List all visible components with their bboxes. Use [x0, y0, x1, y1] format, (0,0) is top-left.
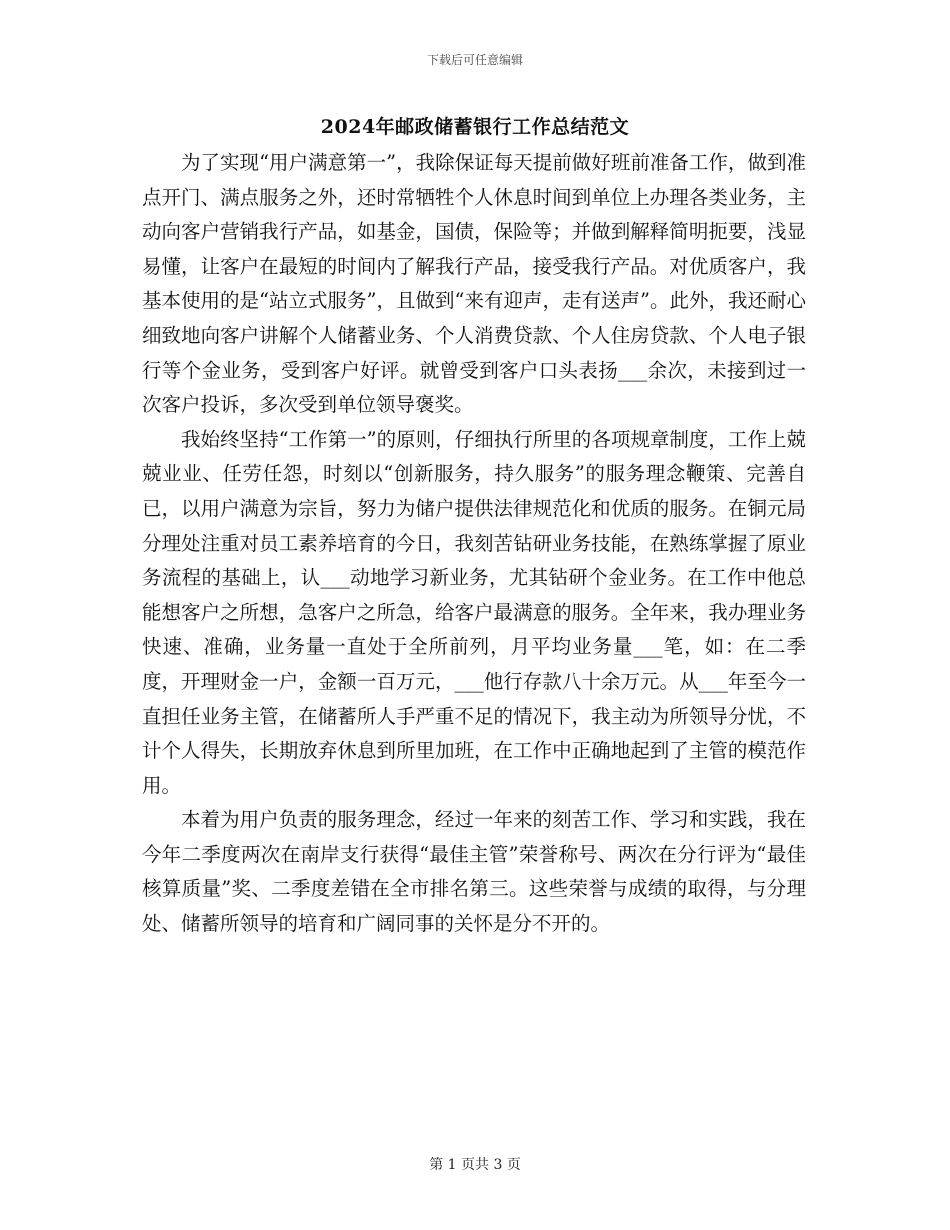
document-body — [142, 146, 806, 942]
paragraph-1: 为了实现“用户满意第一”，我除保证每天提前做好班前准备工作，做到准点开门、满点服务之外，还时常牺牲个人休息时间到单位上办理各类业务，主动向客户营销我行产品，如基金，国债，保险等；并做到解释简明扼要，浅显易懂，让客户在最短的时间内了解我行产品，接受我行产品。对优质客户，我基本使用的是“站立式服务”，且做到“来有迎声，走有送声”。此外，我还耐心细致地向客户讲解个人储蓄业务、个人消费贷款、个人住房贷款、个人电子银行等个金业务，受到客户好评。就曾受到客户口头表扬___余次，未接到过一次客户投诉，多次受到单位领导褒奖。 — [142, 151, 806, 417]
page-number: 第 1 页共 3 页 — [429, 1157, 521, 1173]
page-header-note: 下载后可任意编辑 — [426, 53, 523, 67]
paragraph-2: 我始终坚持“工作第一”的原则，仔细执行所里的各项规章制度，工作上兢兢业业、任劳任怨，时刻以“创新服务，持久服务”的服务理念鞭策、完善自已，以用户满意为宗旨，努力为储户提供法律规范化和优质的服务。在铜元局分理处注重对员工素养培育的今日，我刻苦钻研业务技能，在熟练掌握了原业务流程的基础上，认___动地学习新业务，尤其钻研个金业务。在工作中他总能想客户之所想，急客户之所急，给客户最满意的服务。全年来，我办理业务快速、准确，业务量一直处于全所前列，月平均业务量___笔，如：在二季度，开理财金一户，金额一百万元，___他行存款八十余万元。从___年至今一直担任业务主管，在储蓄所人手严重不足的情况下，我主动为所领导分忧，不计个人得失，长期放弃休息到所里加班，在工作中正确地起到了主管的模范作用。 — [142, 427, 806, 797]
paragraph-3: 本着为用户负责的服务理念，经过一年来的刻苦工作、学习和实践，我在今年二季度两次在南岸支行获得“最佳主管”荣誉称号、两次在分行评为“最佳核算质量”奖、二季度差错在全市排名第三。这些荣誉与成绩的取得，与分理处、储蓄所领导的培育和广阔同事的关怀是分不开的。 — [142, 808, 806, 936]
document-title: 2024年邮政储蓄银行工作总结范文 — [320, 116, 630, 138]
